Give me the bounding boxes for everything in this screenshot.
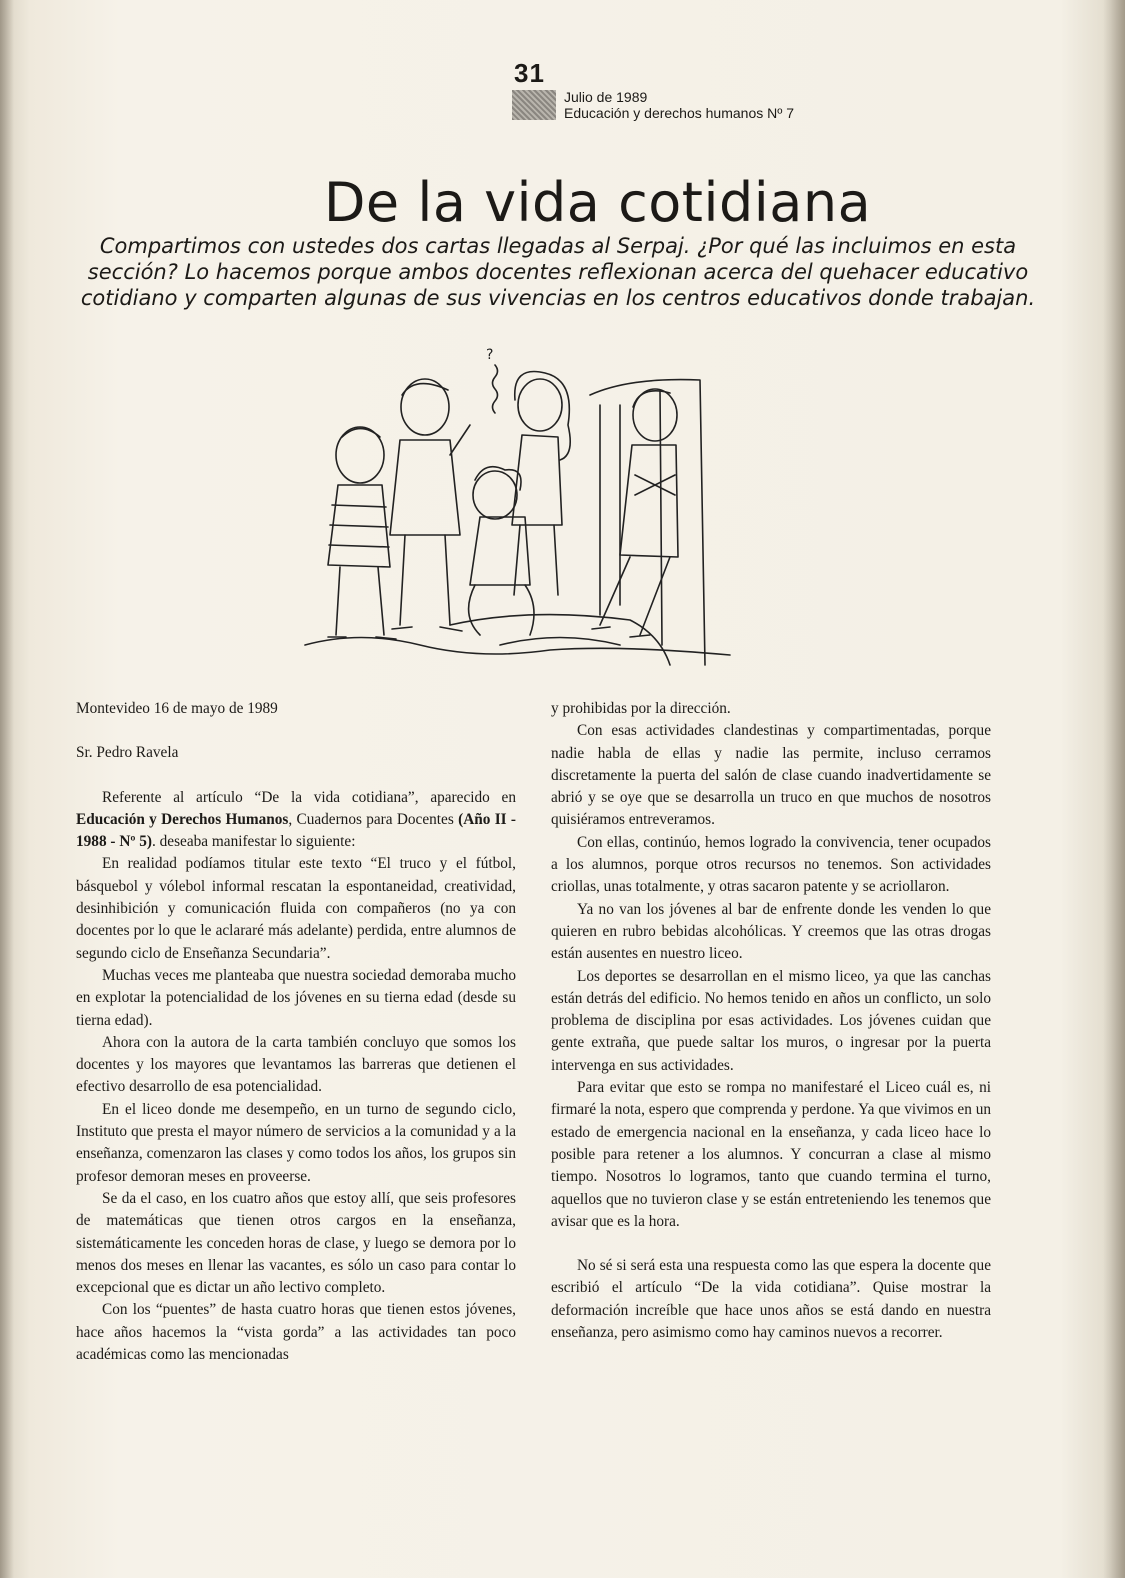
- publication-issue: (Año II - 1988 - Nº 5): [76, 810, 517, 851]
- article-title: De la vida cotidiana: [323, 171, 872, 234]
- door-frame: [590, 380, 705, 665]
- letter-paragraph-13: No sé si será esta una respuesta como las que espera la docente que escribió el artículo “De la vida cotidiana”. Quise mostrar la deformación increíble que hace unos años se está dando en nuestra enseñanza, pero asimismo como hay caminos nuevos a recorrer.: [551, 1257, 991, 1342]
- letter-paragraph-9: Con ellas, continúo, hemos logrado la convivencia, tener ocupados a los alumnos, porque otros recursos no tenemos. Son actividades criollas, unas totalmente, y otras sacaron patente y se acriollaron.: [551, 833, 991, 896]
- kid-seated-thinking: [469, 467, 534, 635]
- letter-paragraph-3: Muchas veces me planteaba que nuestra sociedad demoraba mucho en explotar la potencialidad de los jóvenes en su tierna edad (desde su tierna edad).: [76, 966, 516, 1029]
- ground-line: [305, 638, 730, 656]
- letter-paragraph-7: Con los “puentes” de hasta cuatro horas que tienen estos jóvenes, hace años hacemos la “vista gorda” a las actividades tan poco académicas como las mencionadas: [76, 1301, 516, 1364]
- publication-name: Educación y Derechos Humanos: [76, 810, 289, 828]
- letter-paragraph-5: En el liceo donde me desempeño, en un turno de segundo ciclo, Instituto que presta el mayor número de servicios a la comunidad y a la enseñanza, comenzaron las clases y como todos los años, los grupos sin profesor demoran meses en proveerse.: [76, 1100, 516, 1185]
- letter-paragraph-7-continued: y prohibidas por la dirección.: [551, 700, 731, 717]
- letter-paragraph-1: Referente al artículo “De la vida cotidiana”, aparecido en Educación y Derechos Humanos, Cuadernos para Docentes (Año II - 1988 - Nº 5). deseaba manifestar lo siguiente:: [76, 788, 517, 851]
- kid-leaning-door: [592, 389, 678, 637]
- letter-paragraph-6: Se da el caso, en los cuatro años que estoy allí, que seis profesores de matemáticas que tienen otros cargos en la enseñanza, sistemáticamente les conceden horas de clase, y luego se demora por lo menos dos meses en llenar las vacantes, es sólo un caso para contar lo excepcional que es dictar un año lectivo completo.: [76, 1189, 516, 1297]
- letter-paragraph-2: En realidad podíamos titular este texto “El truco y el fútbol, básquebol y vólebol informal rescatan la espontaneidad, creatividad, desinhibición y comunicación fluida con compañeros (no ya con docentes por lo que le aclararé más adelante) perdida, entre alumnos de segundo ciclo de Enseñanza Secundaria”.: [76, 855, 516, 962]
- article-intro: Compartimos con ustedes dos cartas llegadas al Serpaj. ¿Por qué las incluimos en esta sección? Lo hacemos porque ambos docentes reflexionan acerca del quehacer educativo cotidiano y comparten algunas de sus vivencias en los centros educativos donde trabajan.: [80, 234, 1036, 310]
- letter-addressee: Sr. Pedro Ravela: [76, 744, 179, 762]
- letter-paragraph-4: Ahora con la autora de la carta también concluyo que somos los docentes y los mayores que levantamos las barreras que detienen el efectivo desarrollo de esa potencialidad.: [76, 1033, 516, 1096]
- page-number: 31: [514, 58, 545, 88]
- page-spine-shadow: [0, 0, 14, 1578]
- text-column-right: [551, 698, 991, 1344]
- page-edge-shadow: [1103, 0, 1125, 1578]
- header-series: Educación y derechos humanos Nº 7: [564, 105, 795, 121]
- letter-paragraph-12: Para evitar que esto se rompa no manifestaré el Liceo cuál es, ni firmaré la nota, espero que comprenda y perdone. Ya que vivimos en un estado de emergencia nacional en la enseñanza, y cada liceo hace lo posible para retener a los alumnos. Y concurran a clase al mismo tiempo. Nosotros lo logramos, tanto que cuando termina el turno, aquellos que no tuvieron clase y se están entreteniendo les tenemos que avisar que es la hora.: [551, 1079, 991, 1230]
- thought-squiggle: [493, 365, 498, 413]
- kid-smoking: [390, 379, 470, 631]
- step-edge: [450, 615, 670, 665]
- cartoon-illustration: [300, 345, 740, 695]
- thought-mark: ?: [486, 347, 494, 363]
- header-gray-block: [512, 90, 556, 120]
- letter-paragraph-10: Ya no van los jóvenes al bar de enfrente donde les venden lo que quieren en rubro bebidas alcohólicas. Y creemos que las otras drogas están ausentes en nuestro liceo.: [551, 900, 991, 963]
- kid-striped-sweater: [328, 427, 396, 639]
- letter-place-date: Montevideo 16 de mayo de 1989: [76, 700, 278, 717]
- letter-paragraph-8: Con esas actividades clandestinas y compartimentadas, porque nadie habla de ellas y nadie las permite, incluso cerramos discretamente la puerta del salón de clase cuando inadvertidamente se abrió y se oye que se desarrolla un truco en que muchos de nosotros quisiéramos entreveramos.: [551, 722, 991, 829]
- text-column-left: [76, 698, 516, 1366]
- header-date: Julio de 1989: [564, 89, 648, 105]
- letter-paragraph-11: Los deportes se desarrollan en el mismo liceo, ya que las canchas están detrás del edificio. No hemos tenido en años un conflicto, un solo problema de disciplina por esas actividades. Los jóvenes cuidan que gente extraña, que puede saltar los muros, o ingresar por la puerta intervenga en sus actividades.: [551, 967, 991, 1074]
